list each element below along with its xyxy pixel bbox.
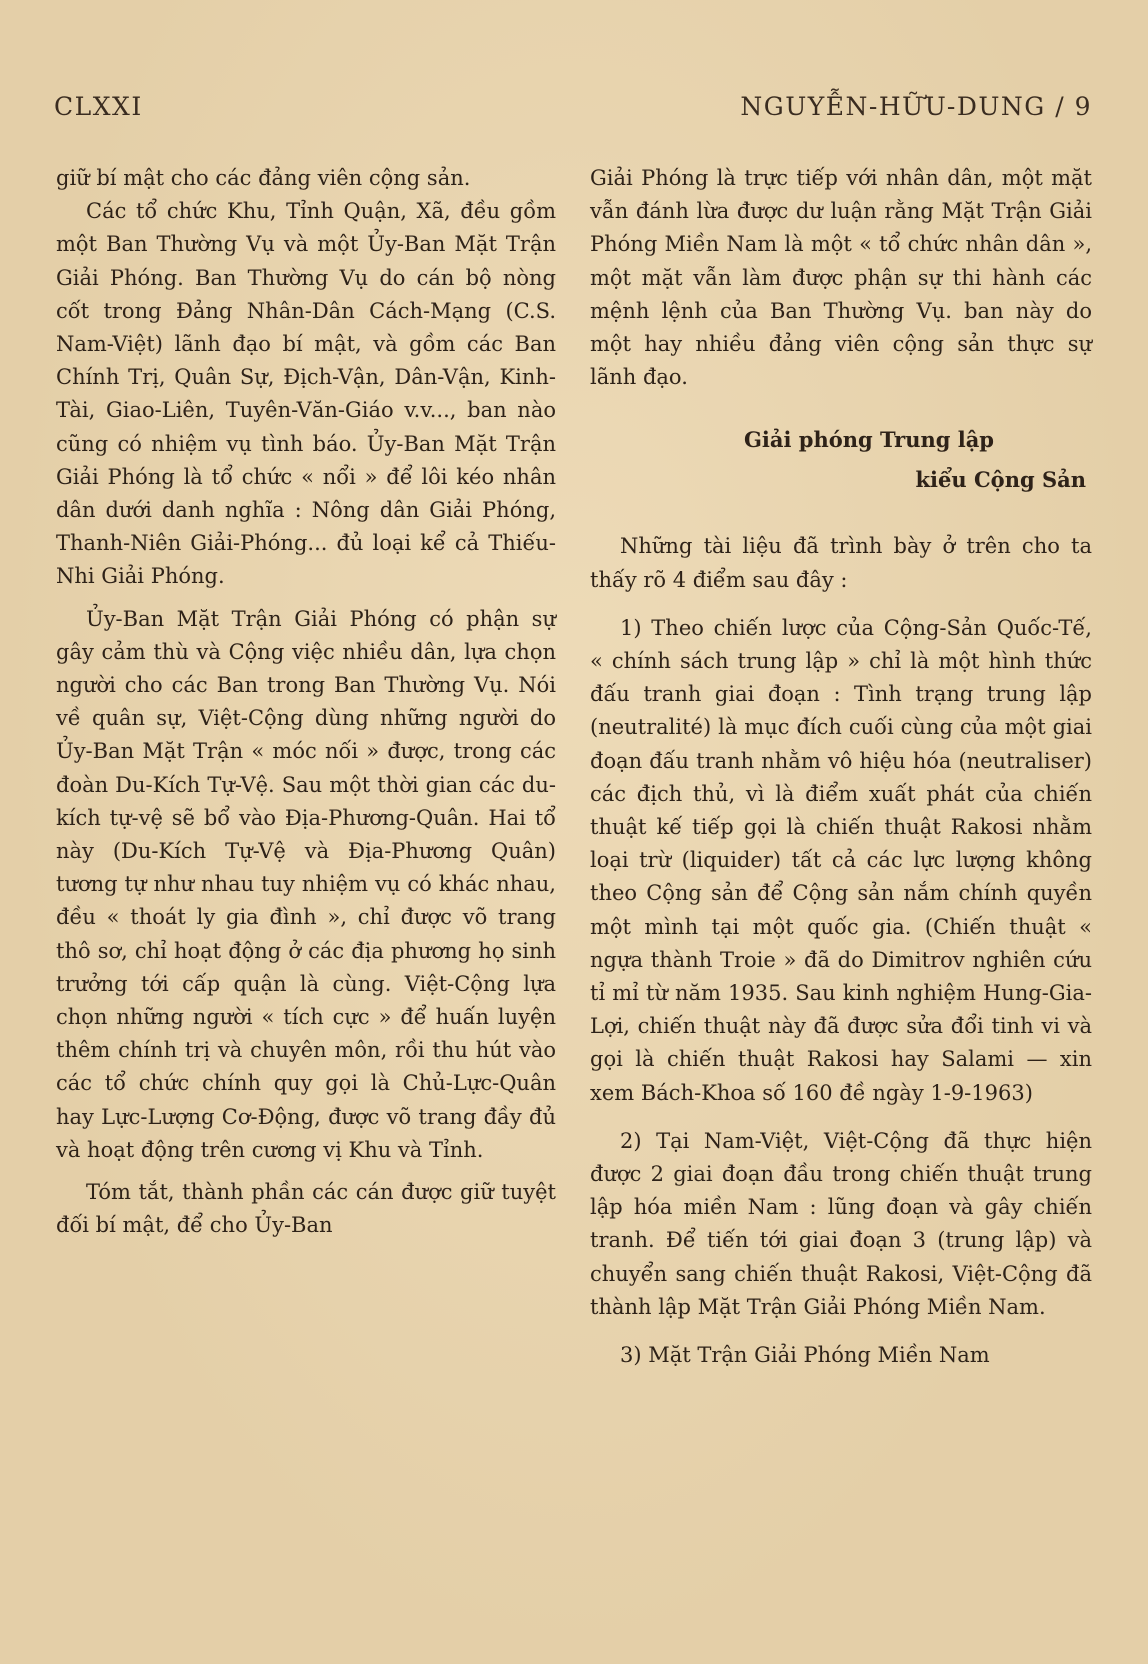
chapter-number: CLXXI xyxy=(54,92,143,121)
numbered-point-3: 3) Mặt Trận Giải Phóng Miền Nam xyxy=(620,1343,990,1368)
paragraph-continued: Giải Phóng là trực tiếp với nhân dân, một mặt vẫn đánh lừa được dư luận rằng Mặt Trận Giải Phóng Miền Nam là một « tổ chức nhân dân », một mặt vẫn làm được phận sự thi hành các mệnh lệnh của Ban Thường Vụ. ban này do một hay nhiều đảng viên cộng sản thực sự lãnh đạo. xyxy=(590,166,1092,390)
paragraph-continued: giữ bí mật cho các đảng viên cộng sản. xyxy=(56,166,471,190)
paragraph: Ủy-Ban Mặt Trận Giải Phóng có phận sự gây cảm thù và Cộng việc nhiều dân, lựa chọn người cho các Ban trong Ban Thường Vụ. Nói về quân sự, Việt-Cộng dùng những người do Ủy-Ban Mặt Trận « móc nối » được, trong các đoàn Du-Kích Tự-Vệ. Sau một thời gian các du-kích tự-vệ sẽ bổ vào Địa-Phương-Quân. Hai tổ này (Du-Kích Tự-Vệ và Địa-Phương Quân) tương tự như nhau tuy nhiệm vụ có khác nhau, đều « thoát ly gia đình », chỉ được võ trang thô sơ, chỉ hoạt động ở các địa phương họ sinh trưởng tới cấp quận là cùng. Việt-Cộng lựa chọn những người « tích cực » để huấn luyện thêm chính trị và chuyên môn, rồi thu hút vào các tổ chức chính quy gọi là Chủ-Lực-Quân hay Lực-Lượng Cơ-Động, được võ trang đầy đủ và hoạt động trên cương vị Khu và Tỉnh. xyxy=(56,606,556,1162)
right-text-column xyxy=(590,162,1092,1372)
paragraph: Những tài liệu đã trình bày ở trên cho ta thấy rõ 4 điểm sau đây : xyxy=(590,534,1092,592)
left-text-column xyxy=(56,162,556,1243)
author-and-page-number: NGUYỄN-HỮU-DUNG / 9 xyxy=(740,92,1092,121)
section-heading xyxy=(590,420,1092,500)
numbered-point-2: 2) Tại Nam-Việt, Việt-Cộng đã thực hiện được 2 giai đoạn đầu trong chiến thuật trung lập hóa miền Nam : lũng đoạn và gây chiến tranh. Để tiến tới giai đoạn 3 (trung lập) và chuyển sang chiến thuật Rakosi, Việt-Cộng đã thành lập Mặt Trận Giải Phóng Miền Nam. xyxy=(590,1128,1092,1319)
paragraph: Các tổ chức Khu, Tỉnh Quận, Xã, đều gồm một Ban Thường Vụ và một Ủy-Ban Mặt Trận Giải Phóng. Ban Thường Vụ do cán bộ nòng cốt trong Đảng Nhân-Dân Cách-Mạng (C.S. Nam-Việt) lãnh đạo bí mật, và gồm các Ban Chính Trị, Quân Sự, Địch-Vận, Dân-Vận, Kinh-Tài, Giao-Liên, Tuyên-Văn-Giáo v.v..., ban nào cũng có nhiệm vụ tình báo. Ủy-Ban Mặt Trận Giải Phóng là tổ chức « nổi » để lôi kéo nhân dân dưới danh nghĩa : Nông dân Giải Phóng, Thanh-Niên Giải-Phóng... đủ loại kể cả Thiếu-Nhi Giải Phóng. xyxy=(56,199,556,589)
paragraph: Tóm tắt, thành phần các cán được giữ tuyệt đối bí mật, để cho Ủy-Ban xyxy=(56,1180,556,1238)
numbered-point-1: 1) Theo chiến lược của Cộng-Sản Quốc-Tế, « chính sách trung lập » chỉ là một hình thức đấu tranh giai đoạn : Tình trạng trung lập (neutralité) là mục đích cuối cùng của một giai đoạn đấu tranh nhằm vô hiệu hóa (neutraliser) các địch thủ, vì là điểm xuất phát của chiến thuật kế tiếp gọi là chiến thuật Rakosi nhằm loại trừ (liquider) tất cả các lực lượng không theo Cộng sản để Cộng sản nắm chính quyền một mình tại một quốc gia. (Chiến thuật « ngựa thành Troie » đã do Dimitrov nghiên cứu tỉ mỉ từ năm 1935. Sau kinh nghiệm Hung-Gia-Lợi, chiến thuật này đã được sửa đổi tinh vi và gọi là chiến thuật Rakosi hay Salami — xin xem Bách-Khoa số 160 đề ngày 1-9-1963) xyxy=(590,615,1092,1105)
running-head xyxy=(54,92,1092,132)
section-heading-line-1: Giải phóng Trung lập xyxy=(744,427,994,453)
section-heading-line-2: kiểu Cộng Sản xyxy=(915,467,1086,493)
